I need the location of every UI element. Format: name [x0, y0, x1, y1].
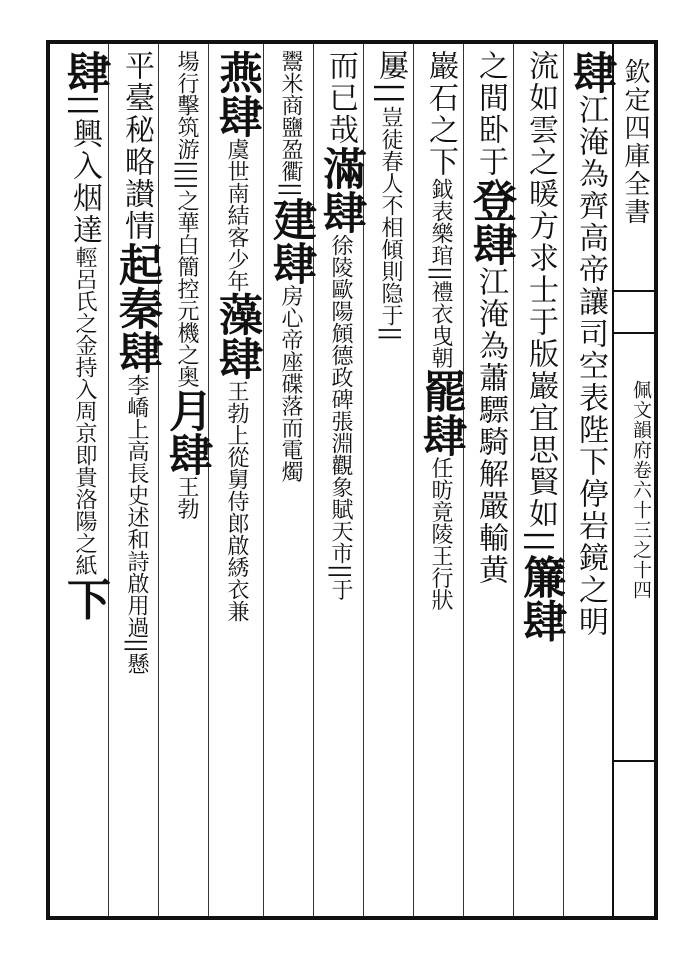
entry-text: 流如雲之暖方求士于版巖宜思賢如||: [523, 50, 558, 555]
margin-title: 欽定四庫全書: [620, 58, 650, 226]
entry-head: 起: [111, 242, 162, 286]
entry-text: 王勃: [174, 475, 199, 520]
entry-head: 月肆: [161, 387, 212, 476]
text-column-4: [416, 50, 464, 910]
entry-text: 鉞表樂琯||禮衣曳朝: [428, 178, 453, 369]
entry-text: 王勃上從舅侍郎啟綉衣兼: [224, 380, 249, 622]
text-column-9: [162, 50, 210, 910]
text-column-5: [366, 50, 414, 910]
entry-text: 平臺秘略讃情: [119, 50, 154, 242]
entry-text: 屢||: [373, 50, 408, 107]
column-rule: [108, 44, 109, 916]
entry-text: 江淹為蕭驃騎解嚴輸黄: [473, 266, 508, 586]
margin-divider: [614, 332, 655, 334]
entry-head: 罷肆: [415, 368, 466, 457]
entry-text: ||興入烟達: [67, 94, 102, 247]
entry-text: ||之華白簡控元機之奥: [174, 174, 199, 388]
text-column-2: [516, 50, 564, 910]
entry-text: 江淹為齊高帝讓司空表陛下停岩鏡之明: [573, 94, 608, 638]
entry-head: 藻肆: [211, 292, 262, 380]
text-column-6: [316, 50, 364, 910]
entry-head: 秦肆: [111, 286, 162, 374]
text-column-1: [566, 50, 614, 910]
text-column-7: [266, 50, 314, 910]
entry-text: 場行擊筑游||: [174, 50, 199, 175]
entry-head: 下: [59, 576, 110, 621]
entry-head: 登肆: [465, 178, 516, 266]
entry-text: 李嶠上高長史述和詩啟用過||懸: [124, 374, 149, 675]
entry-text: 房心帝座碟落而電燭: [278, 284, 303, 483]
entry-text: 鬻米商鹽盈衢||: [278, 50, 303, 197]
entry-head: 肆: [565, 50, 616, 94]
entry-text: 張淵觀象賦天市||于: [328, 410, 353, 601]
margin-divider: [614, 760, 655, 762]
entry-text: 徐陵歐陽頠德政碑: [328, 234, 353, 410]
entry-text: 之間卧于: [473, 50, 508, 178]
margin-divider: [614, 290, 655, 292]
text-column-10: [112, 50, 160, 910]
entry-text: 巖石之下: [423, 50, 458, 178]
text-column-8: [212, 50, 260, 910]
entry-head: 簾肆: [515, 554, 566, 643]
entry-text: 則隐于||: [378, 260, 403, 342]
entry-head: 建肆: [265, 196, 316, 285]
entry-head: 肆: [59, 50, 110, 94]
entry-text: 豈徒春人不相傾: [378, 106, 403, 261]
entry-text: 輕呂氏之金持入周京即貴洛陽之紙: [72, 246, 97, 577]
column-rule: [263, 44, 264, 916]
entry-head: 燕肆: [211, 50, 262, 138]
margin-subtitle: 佩文韻府卷六十三之十四: [630, 380, 652, 600]
text-column-3: [466, 50, 514, 910]
entry-text: 虞世南結客少年: [224, 138, 249, 292]
entry-head: 滿肆: [315, 146, 366, 234]
entry-text: 任昉竟陵王行狀: [428, 456, 453, 611]
text-column-11: [60, 50, 108, 910]
entry-text: 而已哉: [323, 50, 358, 146]
